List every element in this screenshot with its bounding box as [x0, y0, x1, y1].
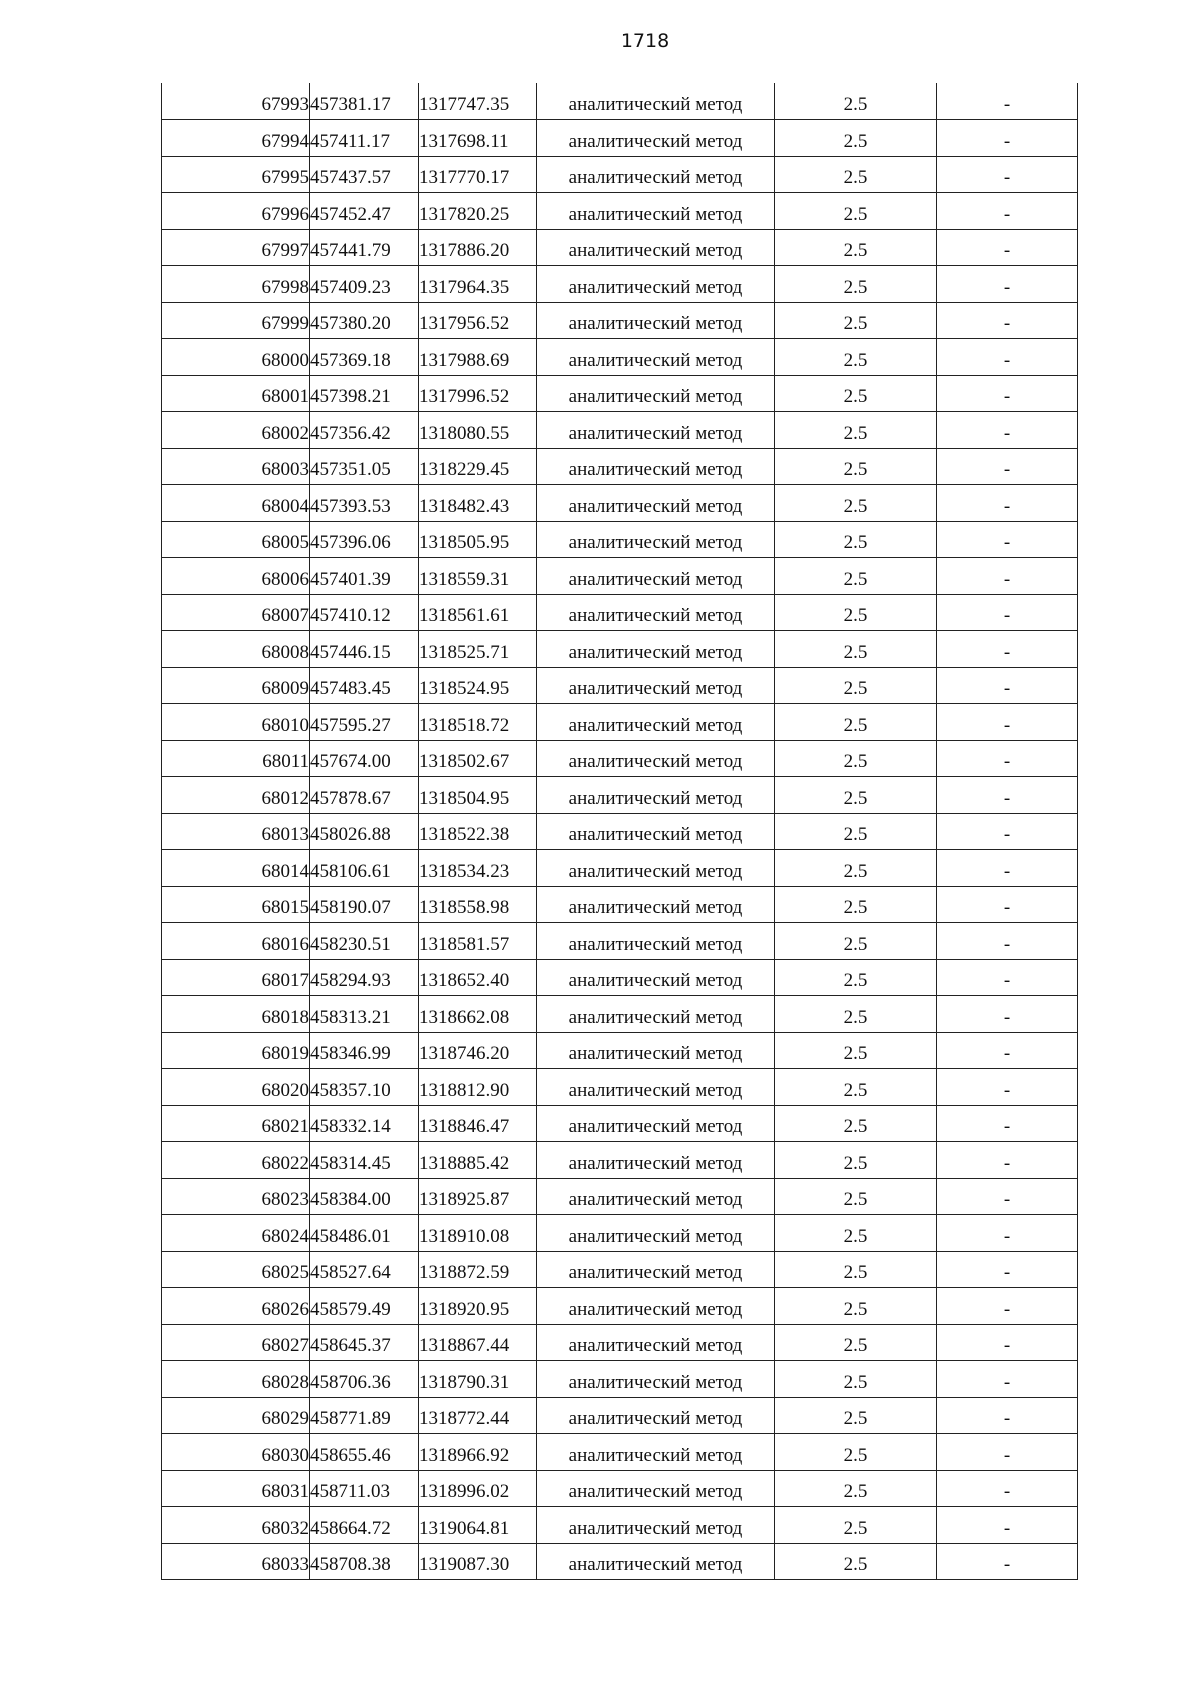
note-cell: - [937, 1105, 1078, 1142]
table-row [162, 412, 1078, 449]
y-coordinate-cell: 1318772.44 [419, 1397, 537, 1434]
point-number-cell: 68026 [162, 1288, 310, 1325]
note-cell: - [937, 850, 1078, 887]
table-row [162, 704, 1078, 741]
method-cell: аналитический метод [537, 740, 775, 777]
x-coordinate-cell: 458708.38 [310, 1543, 419, 1580]
point-number-cell: 68006 [162, 558, 310, 595]
method-cell: аналитический метод [537, 1288, 775, 1325]
accuracy-cell: 2.5 [775, 740, 937, 777]
table-row [162, 521, 1078, 558]
note-cell: - [937, 558, 1078, 595]
note-cell: - [937, 412, 1078, 449]
x-coordinate-cell: 458706.36 [310, 1361, 419, 1398]
method-cell: аналитический метод [537, 1507, 775, 1544]
accuracy-cell: 2.5 [775, 1288, 937, 1325]
accuracy-cell: 2.5 [775, 923, 937, 960]
coordinates-table [161, 83, 1078, 1580]
x-coordinate-cell: 458357.10 [310, 1069, 419, 1106]
point-number-cell: 68025 [162, 1251, 310, 1288]
method-cell: аналитический метод [537, 448, 775, 485]
method-cell: аналитический метод [537, 777, 775, 814]
point-number-cell: 68007 [162, 594, 310, 631]
accuracy-cell: 2.5 [775, 1361, 937, 1398]
x-coordinate-cell: 458486.01 [310, 1215, 419, 1252]
y-coordinate-cell: 1317988.69 [419, 339, 537, 376]
accuracy-cell: 2.5 [775, 1397, 937, 1434]
method-cell: аналитический метод [537, 485, 775, 522]
y-coordinate-cell: 1319087.30 [419, 1543, 537, 1580]
method-cell: аналитический метод [537, 1032, 775, 1069]
note-cell: - [937, 229, 1078, 266]
y-coordinate-cell: 1317747.35 [419, 83, 537, 120]
table-row [162, 813, 1078, 850]
x-coordinate-cell: 457369.18 [310, 339, 419, 376]
point-number-cell: 68027 [162, 1324, 310, 1361]
method-cell: аналитический метод [537, 558, 775, 595]
y-coordinate-cell: 1318652.40 [419, 959, 537, 996]
accuracy-cell: 2.5 [775, 1470, 937, 1507]
point-number-cell: 67995 [162, 156, 310, 193]
accuracy-cell: 2.5 [775, 813, 937, 850]
method-cell: аналитический метод [537, 83, 775, 120]
note-cell: - [937, 120, 1078, 157]
table-row [162, 1507, 1078, 1544]
note-cell: - [937, 156, 1078, 193]
x-coordinate-cell: 457446.15 [310, 631, 419, 668]
point-number-cell: 68002 [162, 412, 310, 449]
accuracy-cell: 2.5 [775, 1507, 937, 1544]
note-cell: - [937, 339, 1078, 376]
accuracy-cell: 2.5 [775, 1251, 937, 1288]
point-number-cell: 68000 [162, 339, 310, 376]
accuracy-cell: 2.5 [775, 266, 937, 303]
table-row [162, 777, 1078, 814]
table-row [162, 1361, 1078, 1398]
y-coordinate-cell: 1318080.55 [419, 412, 537, 449]
accuracy-cell: 2.5 [775, 339, 937, 376]
table-row [162, 485, 1078, 522]
x-coordinate-cell: 458527.64 [310, 1251, 419, 1288]
method-cell: аналитический метод [537, 959, 775, 996]
point-number-cell: 68030 [162, 1434, 310, 1471]
point-number-cell: 68012 [162, 777, 310, 814]
x-coordinate-cell: 457411.17 [310, 120, 419, 157]
method-cell: аналитический метод [537, 1324, 775, 1361]
y-coordinate-cell: 1318524.95 [419, 667, 537, 704]
note-cell: - [937, 1142, 1078, 1179]
point-number-cell: 68003 [162, 448, 310, 485]
accuracy-cell: 2.5 [775, 375, 937, 412]
table-row [162, 850, 1078, 887]
table-row [162, 1324, 1078, 1361]
x-coordinate-cell: 457393.53 [310, 485, 419, 522]
note-cell: - [937, 1288, 1078, 1325]
table-row [162, 996, 1078, 1033]
method-cell: аналитический метод [537, 1069, 775, 1106]
note-cell: - [937, 1470, 1078, 1507]
y-coordinate-cell: 1317698.11 [419, 120, 537, 157]
y-coordinate-cell: 1317956.52 [419, 302, 537, 339]
note-cell: - [937, 1434, 1078, 1471]
method-cell: аналитический метод [537, 120, 775, 157]
accuracy-cell: 2.5 [775, 886, 937, 923]
accuracy-cell: 2.5 [775, 1105, 937, 1142]
note-cell: - [937, 740, 1078, 777]
point-number-cell: 68004 [162, 485, 310, 522]
accuracy-cell: 2.5 [775, 120, 937, 157]
table-row [162, 631, 1078, 668]
y-coordinate-cell: 1317964.35 [419, 266, 537, 303]
y-coordinate-cell: 1318502.67 [419, 740, 537, 777]
accuracy-cell: 2.5 [775, 1032, 937, 1069]
note-cell: - [937, 193, 1078, 230]
table-row [162, 1032, 1078, 1069]
y-coordinate-cell: 1319064.81 [419, 1507, 537, 1544]
x-coordinate-cell: 458771.89 [310, 1397, 419, 1434]
y-coordinate-cell: 1318559.31 [419, 558, 537, 595]
accuracy-cell: 2.5 [775, 850, 937, 887]
note-cell: - [937, 996, 1078, 1033]
x-coordinate-cell: 458313.21 [310, 996, 419, 1033]
note-cell: - [937, 375, 1078, 412]
method-cell: аналитический метод [537, 193, 775, 230]
point-number-cell: 68032 [162, 1507, 310, 1544]
point-number-cell: 67994 [162, 120, 310, 157]
note-cell: - [937, 813, 1078, 850]
table-row [162, 886, 1078, 923]
x-coordinate-cell: 458294.93 [310, 959, 419, 996]
point-number-cell: 68009 [162, 667, 310, 704]
table-row [162, 667, 1078, 704]
y-coordinate-cell: 1317886.20 [419, 229, 537, 266]
point-number-cell: 68029 [162, 1397, 310, 1434]
x-coordinate-cell: 457351.05 [310, 448, 419, 485]
table-row [162, 1105, 1078, 1142]
point-number-cell: 67998 [162, 266, 310, 303]
y-coordinate-cell: 1318525.71 [419, 631, 537, 668]
point-number-cell: 68023 [162, 1178, 310, 1215]
x-coordinate-cell: 457381.17 [310, 83, 419, 120]
x-coordinate-cell: 457409.23 [310, 266, 419, 303]
x-coordinate-cell: 458664.72 [310, 1507, 419, 1544]
note-cell: - [937, 266, 1078, 303]
method-cell: аналитический метод [537, 521, 775, 558]
y-coordinate-cell: 1318812.90 [419, 1069, 537, 1106]
table-row [162, 594, 1078, 631]
point-number-cell: 68008 [162, 631, 310, 668]
y-coordinate-cell: 1318867.44 [419, 1324, 537, 1361]
table-row [162, 229, 1078, 266]
accuracy-cell: 2.5 [775, 229, 937, 266]
x-coordinate-cell: 458026.88 [310, 813, 419, 850]
x-coordinate-cell: 457401.39 [310, 558, 419, 595]
x-coordinate-cell: 458645.37 [310, 1324, 419, 1361]
table-row [162, 959, 1078, 996]
table-row [162, 1142, 1078, 1179]
y-coordinate-cell: 1318746.20 [419, 1032, 537, 1069]
note-cell: - [937, 1178, 1078, 1215]
table-row [162, 156, 1078, 193]
accuracy-cell: 2.5 [775, 558, 937, 595]
table-row [162, 375, 1078, 412]
note-cell: - [937, 1215, 1078, 1252]
method-cell: аналитический метод [537, 1251, 775, 1288]
table-row [162, 448, 1078, 485]
note-cell: - [937, 1507, 1078, 1544]
method-cell: аналитический метод [537, 375, 775, 412]
y-coordinate-cell: 1317770.17 [419, 156, 537, 193]
x-coordinate-cell: 457483.45 [310, 667, 419, 704]
note-cell: - [937, 1324, 1078, 1361]
point-number-cell: 68005 [162, 521, 310, 558]
method-cell: аналитический метод [537, 850, 775, 887]
method-cell: аналитический метод [537, 1361, 775, 1398]
table-row [162, 1178, 1078, 1215]
note-cell: - [937, 1543, 1078, 1580]
accuracy-cell: 2.5 [775, 193, 937, 230]
table-row [162, 193, 1078, 230]
y-coordinate-cell: 1318581.57 [419, 923, 537, 960]
table-body [162, 83, 1078, 1580]
note-cell: - [937, 302, 1078, 339]
point-number-cell: 68014 [162, 850, 310, 887]
method-cell: аналитический метод [537, 1105, 775, 1142]
point-number-cell: 68020 [162, 1069, 310, 1106]
point-number-cell: 68015 [162, 886, 310, 923]
point-number-cell: 68016 [162, 923, 310, 960]
x-coordinate-cell: 458655.46 [310, 1434, 419, 1471]
x-coordinate-cell: 458346.99 [310, 1032, 419, 1069]
note-cell: - [937, 448, 1078, 485]
table-row [162, 1069, 1078, 1106]
note-cell: - [937, 83, 1078, 120]
x-coordinate-cell: 457356.42 [310, 412, 419, 449]
accuracy-cell: 2.5 [775, 959, 937, 996]
y-coordinate-cell: 1318662.08 [419, 996, 537, 1033]
y-coordinate-cell: 1318229.45 [419, 448, 537, 485]
accuracy-cell: 2.5 [775, 302, 937, 339]
method-cell: аналитический метод [537, 886, 775, 923]
x-coordinate-cell: 458230.51 [310, 923, 419, 960]
accuracy-cell: 2.5 [775, 485, 937, 522]
x-coordinate-cell: 457396.06 [310, 521, 419, 558]
method-cell: аналитический метод [537, 1142, 775, 1179]
table-row [162, 302, 1078, 339]
accuracy-cell: 2.5 [775, 1178, 937, 1215]
method-cell: аналитический метод [537, 229, 775, 266]
accuracy-cell: 2.5 [775, 1142, 937, 1179]
accuracy-cell: 2.5 [775, 667, 937, 704]
x-coordinate-cell: 457452.47 [310, 193, 419, 230]
point-number-cell: 68001 [162, 375, 310, 412]
note-cell: - [937, 1361, 1078, 1398]
table-row [162, 266, 1078, 303]
method-cell: аналитический метод [537, 1470, 775, 1507]
y-coordinate-cell: 1318482.43 [419, 485, 537, 522]
x-coordinate-cell: 457595.27 [310, 704, 419, 741]
method-cell: аналитический метод [537, 156, 775, 193]
accuracy-cell: 2.5 [775, 704, 937, 741]
note-cell: - [937, 521, 1078, 558]
y-coordinate-cell: 1318920.95 [419, 1288, 537, 1325]
x-coordinate-cell: 457674.00 [310, 740, 419, 777]
point-number-cell: 68028 [162, 1361, 310, 1398]
note-cell: - [937, 704, 1078, 741]
x-coordinate-cell: 457398.21 [310, 375, 419, 412]
table-row [162, 339, 1078, 376]
accuracy-cell: 2.5 [775, 156, 937, 193]
x-coordinate-cell: 458332.14 [310, 1105, 419, 1142]
table-row [162, 1434, 1078, 1471]
table-row [162, 1288, 1078, 1325]
point-number-cell: 67997 [162, 229, 310, 266]
point-number-cell: 68022 [162, 1142, 310, 1179]
method-cell: аналитический метод [537, 1215, 775, 1252]
note-cell: - [937, 594, 1078, 631]
table-row [162, 83, 1078, 120]
accuracy-cell: 2.5 [775, 1543, 937, 1580]
y-coordinate-cell: 1318518.72 [419, 704, 537, 741]
y-coordinate-cell: 1317820.25 [419, 193, 537, 230]
table-row [162, 1397, 1078, 1434]
y-coordinate-cell: 1318872.59 [419, 1251, 537, 1288]
point-number-cell: 68024 [162, 1215, 310, 1252]
x-coordinate-cell: 458190.07 [310, 886, 419, 923]
table-row [162, 1470, 1078, 1507]
method-cell: аналитический метод [537, 594, 775, 631]
y-coordinate-cell: 1318910.08 [419, 1215, 537, 1252]
table-row [162, 923, 1078, 960]
x-coordinate-cell: 458314.45 [310, 1142, 419, 1179]
accuracy-cell: 2.5 [775, 1434, 937, 1471]
page-number: 1718 [620, 30, 670, 52]
y-coordinate-cell: 1318846.47 [419, 1105, 537, 1142]
point-number-cell: 68018 [162, 996, 310, 1033]
accuracy-cell: 2.5 [775, 521, 937, 558]
note-cell: - [937, 1397, 1078, 1434]
note-cell: - [937, 1032, 1078, 1069]
accuracy-cell: 2.5 [775, 631, 937, 668]
method-cell: аналитический метод [537, 1178, 775, 1215]
note-cell: - [937, 959, 1078, 996]
point-number-cell: 68019 [162, 1032, 310, 1069]
accuracy-cell: 2.5 [775, 83, 937, 120]
method-cell: аналитический метод [537, 266, 775, 303]
y-coordinate-cell: 1318522.38 [419, 813, 537, 850]
accuracy-cell: 2.5 [775, 777, 937, 814]
accuracy-cell: 2.5 [775, 594, 937, 631]
y-coordinate-cell: 1318561.61 [419, 594, 537, 631]
method-cell: аналитический метод [537, 631, 775, 668]
table-row [162, 120, 1078, 157]
note-cell: - [937, 485, 1078, 522]
table-row [162, 1215, 1078, 1252]
method-cell: аналитический метод [537, 412, 775, 449]
point-number-cell: 68010 [162, 704, 310, 741]
x-coordinate-cell: 457441.79 [310, 229, 419, 266]
accuracy-cell: 2.5 [775, 412, 937, 449]
accuracy-cell: 2.5 [775, 1215, 937, 1252]
note-cell: - [937, 886, 1078, 923]
x-coordinate-cell: 457380.20 [310, 302, 419, 339]
y-coordinate-cell: 1318790.31 [419, 1361, 537, 1398]
accuracy-cell: 2.5 [775, 1324, 937, 1361]
y-coordinate-cell: 1318504.95 [419, 777, 537, 814]
x-coordinate-cell: 458106.61 [310, 850, 419, 887]
point-number-cell: 67996 [162, 193, 310, 230]
y-coordinate-cell: 1318558.98 [419, 886, 537, 923]
note-cell: - [937, 1069, 1078, 1106]
y-coordinate-cell: 1318925.87 [419, 1178, 537, 1215]
y-coordinate-cell: 1317996.52 [419, 375, 537, 412]
accuracy-cell: 2.5 [775, 1069, 937, 1106]
note-cell: - [937, 1251, 1078, 1288]
method-cell: аналитический метод [537, 704, 775, 741]
point-number-cell: 68021 [162, 1105, 310, 1142]
note-cell: - [937, 631, 1078, 668]
point-number-cell: 67993 [162, 83, 310, 120]
table-row [162, 1251, 1078, 1288]
x-coordinate-cell: 458711.03 [310, 1470, 419, 1507]
point-number-cell: 68033 [162, 1543, 310, 1580]
method-cell: аналитический метод [537, 302, 775, 339]
method-cell: аналитический метод [537, 813, 775, 850]
x-coordinate-cell: 458384.00 [310, 1178, 419, 1215]
method-cell: аналитический метод [537, 1397, 775, 1434]
y-coordinate-cell: 1318505.95 [419, 521, 537, 558]
x-coordinate-cell: 458579.49 [310, 1288, 419, 1325]
note-cell: - [937, 923, 1078, 960]
y-coordinate-cell: 1318966.92 [419, 1434, 537, 1471]
accuracy-cell: 2.5 [775, 996, 937, 1033]
y-coordinate-cell: 1318885.42 [419, 1142, 537, 1179]
method-cell: аналитический метод [537, 1434, 775, 1471]
x-coordinate-cell: 457878.67 [310, 777, 419, 814]
point-number-cell: 68013 [162, 813, 310, 850]
y-coordinate-cell: 1318534.23 [419, 850, 537, 887]
method-cell: аналитический метод [537, 667, 775, 704]
point-number-cell: 68031 [162, 1470, 310, 1507]
point-number-cell: 68017 [162, 959, 310, 996]
table-row [162, 740, 1078, 777]
point-number-cell: 68011 [162, 740, 310, 777]
accuracy-cell: 2.5 [775, 448, 937, 485]
point-number-cell: 67999 [162, 302, 310, 339]
table-row [162, 558, 1078, 595]
x-coordinate-cell: 457410.12 [310, 594, 419, 631]
method-cell: аналитический метод [537, 339, 775, 376]
note-cell: - [937, 777, 1078, 814]
y-coordinate-cell: 1318996.02 [419, 1470, 537, 1507]
table-row [162, 1543, 1078, 1580]
method-cell: аналитический метод [537, 996, 775, 1033]
note-cell: - [937, 667, 1078, 704]
x-coordinate-cell: 457437.57 [310, 156, 419, 193]
method-cell: аналитический метод [537, 1543, 775, 1580]
method-cell: аналитический метод [537, 923, 775, 960]
